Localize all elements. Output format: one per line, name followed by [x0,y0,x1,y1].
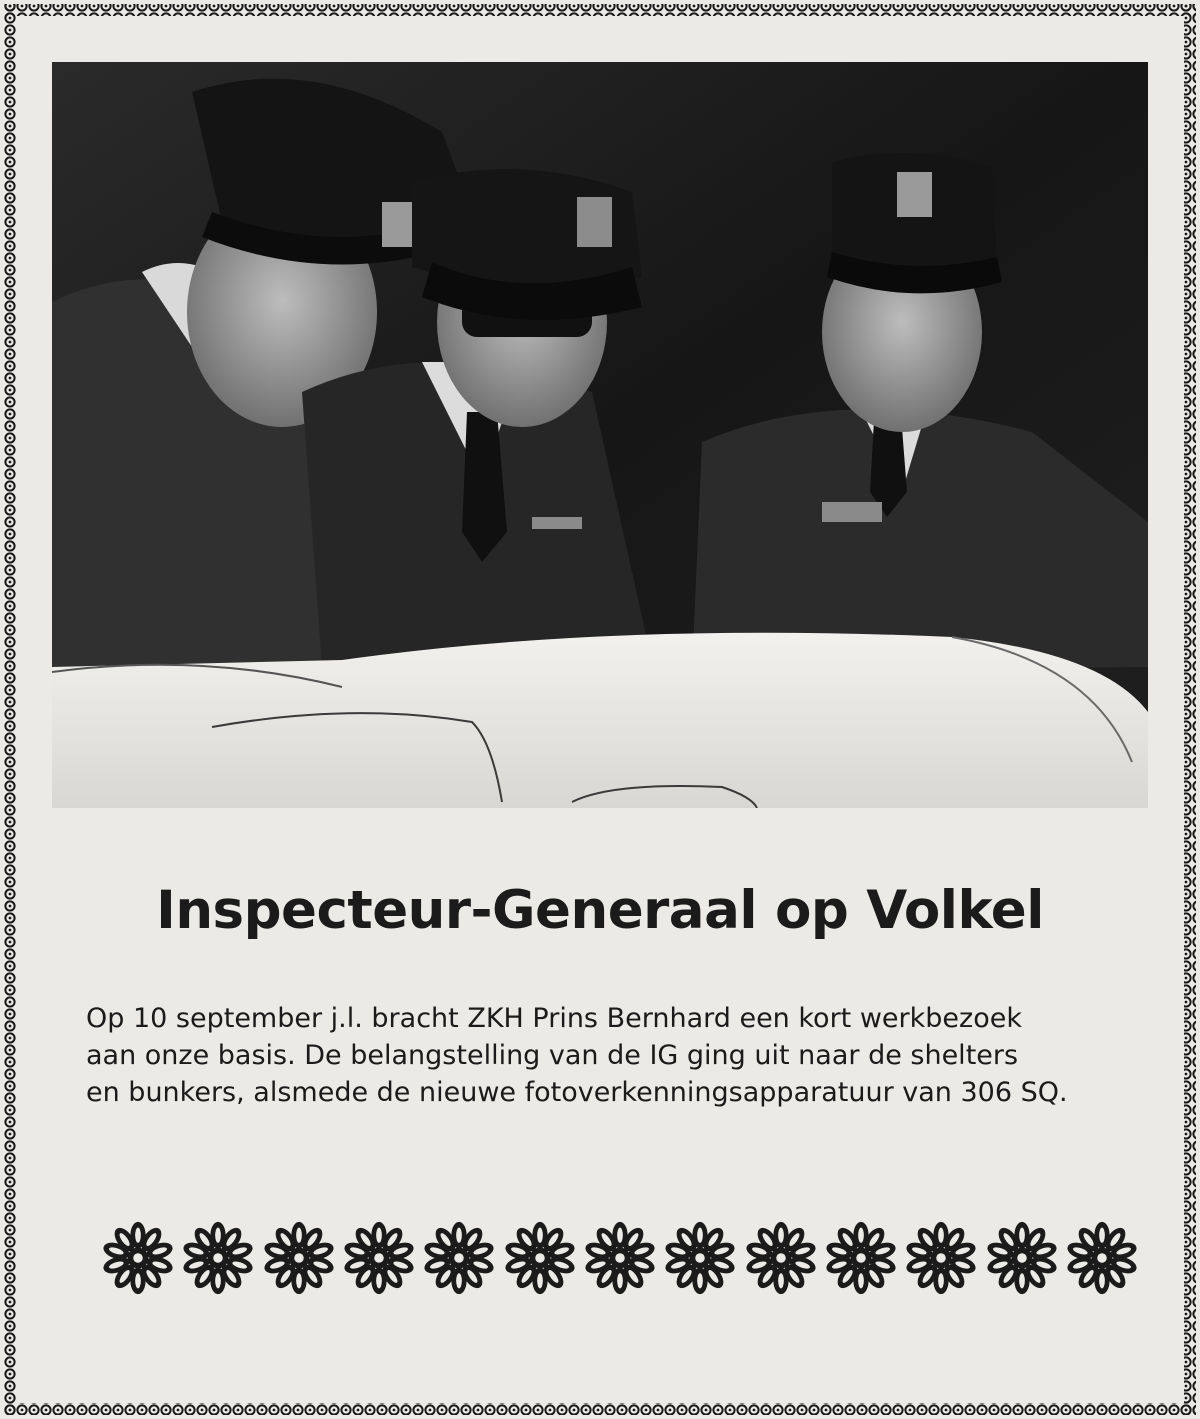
photo-three-officers [52,62,1148,808]
flower-icon [100,1220,176,1296]
flower-icon [1064,1220,1140,1296]
flower-ornament-row [100,1220,1140,1300]
flower-icon [662,1220,738,1296]
flower-icon [180,1220,256,1296]
photo-three-officers-icon [52,62,1148,808]
flower-icon [421,1220,497,1296]
flower-icon [903,1220,979,1296]
headline: Inspecteur-Generaal op Volkel [156,880,1044,941]
body-line: en bunkers, alsmede de nieuwe fotoverkenningsapparatuur van 306 SQ. [86,1077,1068,1108]
flower-icon [984,1220,1060,1296]
body-line: aan onze basis. De belangstelling van de IG ging uit naar de shelters [86,1040,1019,1071]
flower-icon [341,1220,417,1296]
flower-icon [823,1220,899,1296]
flower-icon [261,1220,337,1296]
body-line: Op 10 september j.l. bracht ZKH Prins Bernhard een kort werkbezoek [86,1003,1022,1034]
article-body [86,1000,1146,1111]
flower-icon [743,1220,819,1296]
flower-icon [502,1220,578,1296]
flower-icon [582,1220,658,1296]
